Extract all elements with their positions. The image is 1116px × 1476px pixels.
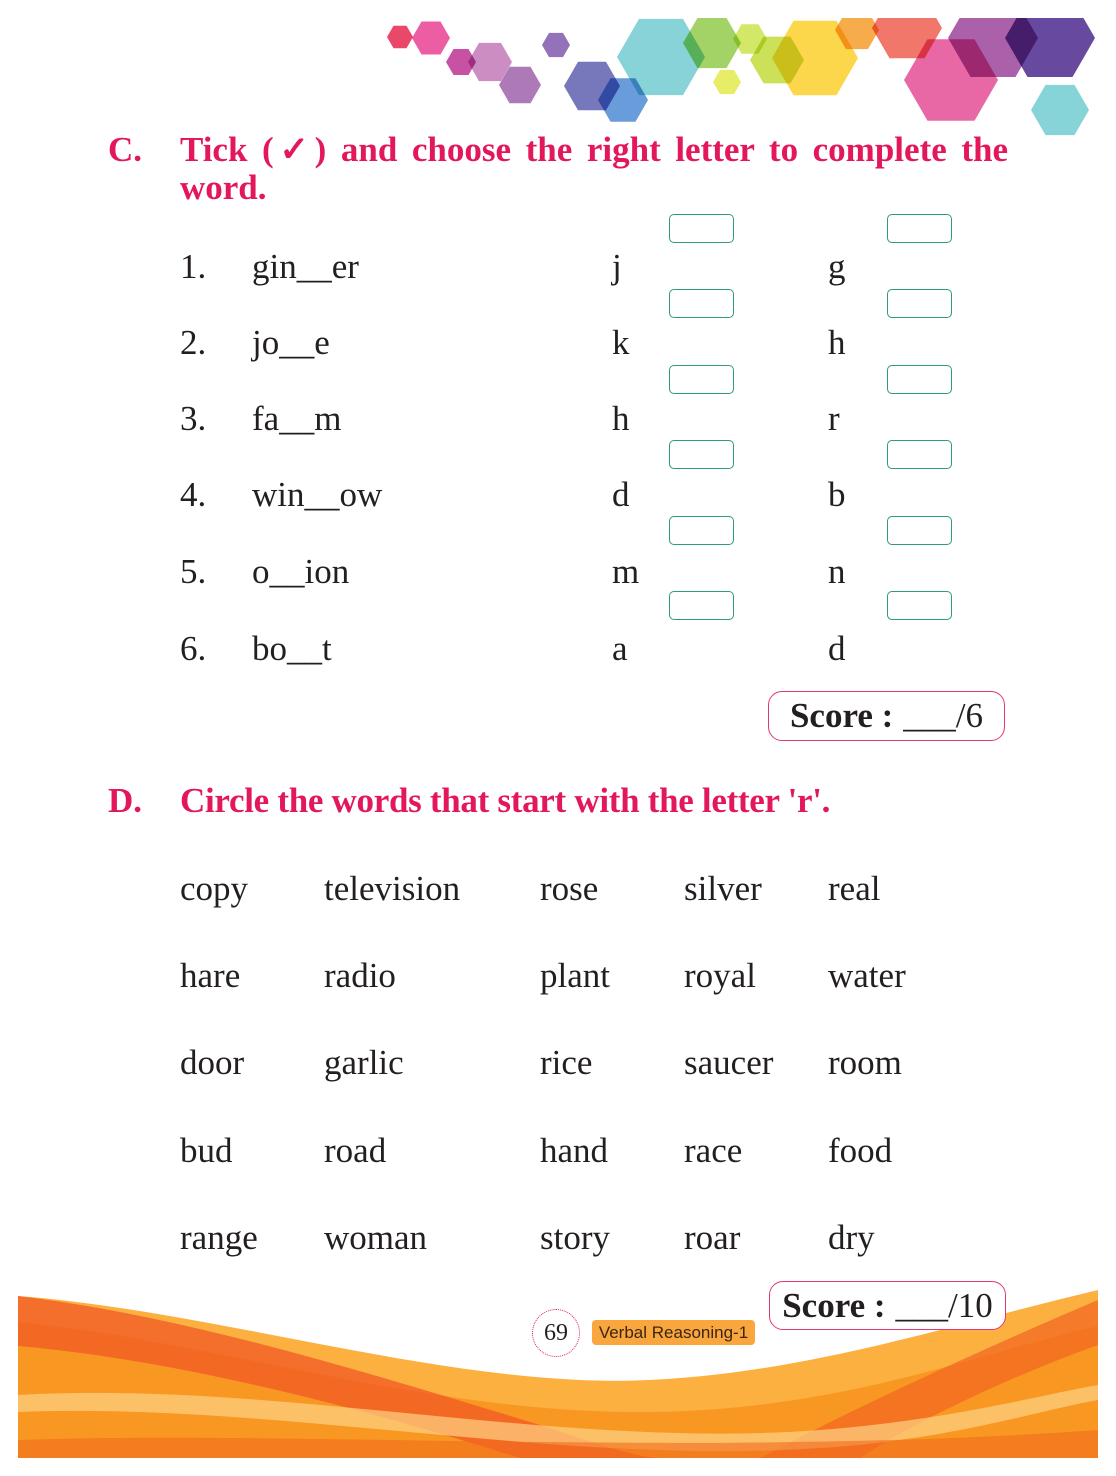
hexagon bbox=[713, 70, 741, 94]
item-number: 3. bbox=[180, 399, 207, 438]
tick-box-option-a[interactable] bbox=[669, 365, 734, 394]
section-d-label: D. bbox=[108, 781, 143, 820]
word-row bbox=[0, 957, 1116, 995]
exercise-row bbox=[0, 476, 1116, 514]
word-item: silver bbox=[684, 869, 762, 908]
exercise-row bbox=[0, 400, 1116, 438]
section-d-score-box bbox=[769, 1281, 1006, 1330]
item-number: 5. bbox=[180, 552, 207, 591]
tick-box-option-b[interactable] bbox=[887, 365, 952, 394]
word-item: story bbox=[540, 1218, 610, 1257]
option-a-letter: d bbox=[612, 475, 630, 514]
word-item: range bbox=[180, 1218, 258, 1257]
score-value: ___/10 bbox=[895, 1285, 993, 1325]
word-item: room bbox=[828, 1043, 902, 1082]
word-item: rose bbox=[540, 869, 599, 908]
word-item: plant bbox=[540, 956, 610, 995]
word-item: copy bbox=[180, 869, 249, 908]
word-row bbox=[0, 870, 1116, 908]
exercise-row bbox=[0, 553, 1116, 591]
option-a-letter: a bbox=[612, 629, 628, 668]
tick-box-option-b[interactable] bbox=[887, 214, 952, 243]
page-number: 69 bbox=[532, 1309, 580, 1357]
word-item: radio bbox=[324, 956, 396, 995]
word-row bbox=[0, 1219, 1116, 1257]
tick-box-option-a[interactable] bbox=[669, 440, 734, 469]
incomplete-word: gin__er bbox=[252, 247, 359, 286]
option-a-letter: j bbox=[612, 247, 622, 286]
option-b-letter: r bbox=[828, 399, 840, 438]
option-a-letter: k bbox=[612, 323, 630, 362]
tick-box-option-a[interactable] bbox=[669, 214, 734, 243]
exercise-row bbox=[0, 324, 1116, 362]
word-item: food bbox=[828, 1131, 893, 1170]
incomplete-word: bo__t bbox=[252, 629, 332, 668]
tick-box-option-b[interactable] bbox=[887, 440, 952, 469]
hexagon bbox=[542, 33, 570, 57]
hexagon-decoration bbox=[0, 0, 1116, 150]
item-number: 6. bbox=[180, 629, 207, 668]
book-title-label: Verbal Reasoning-1 bbox=[592, 1320, 755, 1345]
option-b-letter: h bbox=[828, 323, 846, 362]
section-c-instruction: Tick (✓) and choose the right letter to complete the word. bbox=[180, 130, 1008, 207]
score-label: Score : bbox=[789, 696, 894, 735]
option-b-letter: n bbox=[828, 552, 846, 591]
item-number: 4. bbox=[180, 475, 207, 514]
word-item: door bbox=[180, 1043, 245, 1082]
tick-box-option-b[interactable] bbox=[887, 516, 952, 545]
score-value: ___/6 bbox=[903, 696, 984, 735]
section-c-label: C. bbox=[108, 130, 143, 169]
word-item: hand bbox=[540, 1131, 609, 1170]
exercise-row bbox=[0, 248, 1116, 286]
section-d-instruction: Circle the words that start with the letter 'r'. bbox=[180, 781, 831, 820]
word-item: water bbox=[828, 956, 906, 995]
word-item: television bbox=[324, 869, 461, 908]
hexagon-group bbox=[387, 0, 1095, 135]
word-item: hare bbox=[180, 956, 241, 995]
incomplete-word: win__ow bbox=[252, 475, 383, 514]
tick-box-option-a[interactable] bbox=[669, 591, 734, 620]
tick-box-option-a[interactable] bbox=[669, 516, 734, 545]
option-b-letter: d bbox=[828, 629, 846, 668]
word-item: roar bbox=[684, 1218, 741, 1257]
word-item: royal bbox=[684, 956, 756, 995]
section-c-score-box bbox=[768, 691, 1005, 741]
word-row bbox=[0, 1132, 1116, 1170]
option-a-letter: m bbox=[612, 552, 640, 591]
incomplete-word: o__ion bbox=[252, 552, 350, 591]
tick-box-option-a[interactable] bbox=[669, 289, 734, 318]
incomplete-word: jo__e bbox=[252, 323, 330, 362]
word-item: rice bbox=[540, 1043, 593, 1082]
option-b-letter: b bbox=[828, 475, 846, 514]
word-item: road bbox=[324, 1131, 387, 1170]
score-label: Score : bbox=[782, 1285, 886, 1325]
word-item: real bbox=[828, 869, 881, 908]
exercise-row bbox=[0, 630, 1116, 668]
hexagon bbox=[387, 26, 413, 49]
word-item: garlic bbox=[324, 1043, 404, 1082]
word-item: dry bbox=[828, 1218, 875, 1257]
word-item: woman bbox=[324, 1218, 428, 1257]
hexagon bbox=[1031, 85, 1089, 135]
incomplete-word: fa__m bbox=[252, 399, 342, 438]
hexagon bbox=[412, 22, 450, 55]
word-item: bud bbox=[180, 1131, 233, 1170]
option-b-letter: g bbox=[828, 247, 846, 286]
word-item: saucer bbox=[684, 1043, 774, 1082]
tick-box-option-b[interactable] bbox=[887, 289, 952, 318]
item-number: 2. bbox=[180, 323, 207, 362]
word-item: race bbox=[684, 1131, 743, 1170]
word-row bbox=[0, 1044, 1116, 1082]
option-a-letter: h bbox=[612, 399, 630, 438]
tick-box-option-b[interactable] bbox=[887, 591, 952, 620]
item-number: 1. bbox=[180, 247, 207, 286]
